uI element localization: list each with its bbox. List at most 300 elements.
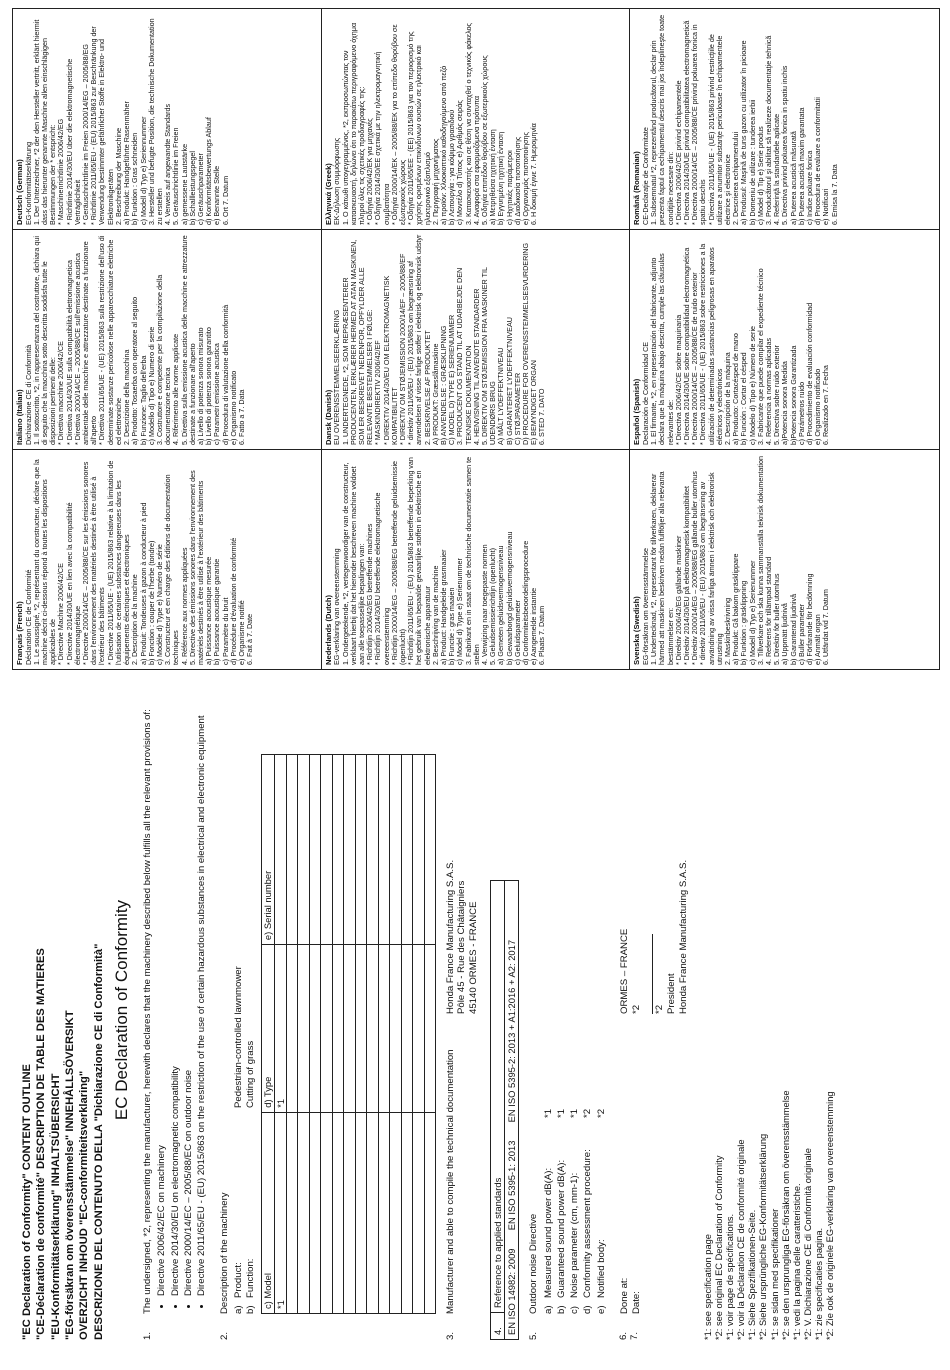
language-line: a) Produkt: Gå bakom gräsklippare [731, 553, 741, 665]
date-label: Date: [631, 1291, 643, 1314]
language-line: 3. Tillverkare och ska kunna sammanställa teknisk dokumentation [755, 456, 765, 665]
language-line: b) Funktion : Gras schneiden [130, 132, 140, 225]
row-label: Function: [245, 1258, 257, 1298]
row-key: b) [555, 1305, 567, 1314]
language-line: e) Organismo notificato [228, 370, 238, 445]
language-block [322, 9, 631, 229]
noise-row [543, 680, 554, 1314]
language-line: 2. Descripción de la máquina [723, 352, 733, 445]
language-line: a) Produit: Tondeuses à gazon à conducteur à pied [138, 502, 148, 665]
language-line: * Directiva 2011/65/UE - (UE) 2015/863 privind restricţiile de utilizare a anumitor substanţe periculoase în echipamentele electrice şi electronice [706, 34, 733, 225]
row-key: b) [245, 1305, 257, 1314]
language-line: A) PRODUKT: Græsslåmaskine [430, 343, 440, 445]
done-at-value: ORMES – FRANCE [619, 928, 631, 1014]
language-line: 2. Beschreibung der Maschine [113, 127, 123, 225]
language-line: c) Geräuschparameter [195, 153, 205, 225]
language-line: C) STØJPARAMETER [512, 372, 522, 445]
language-line: e) Organismo notificado [813, 368, 823, 445]
model-table [261, 754, 437, 1314]
language-line: 3. Costruttore e competente per la compilazione della documentazione tecnica [154, 274, 173, 445]
language-line: b) Εγγυημένη ηχητική ένταση [496, 131, 506, 225]
language-line: C) MODEL D) TYPE E) SERIENUMMER [447, 314, 457, 445]
language-line: 4. Verwijzing naar toegepaste normen [479, 544, 489, 665]
language-line: Déclaration CE de Conformité [23, 569, 33, 665]
language-line: c) Geluidsparameter [512, 599, 522, 665]
language-line: 6. Fatto a 7. Data [236, 389, 246, 445]
language-line: b) Schallleistungspegel [187, 151, 197, 225]
language-block [630, 449, 939, 669]
row-label: Product: [232, 1262, 244, 1298]
row-key: a) [232, 1305, 244, 1314]
function-row [245, 680, 256, 1314]
language-line: d) Procédure d'évaluation de conformité [228, 537, 238, 665]
language-line: * Directiva 2014/30/UE sobre compatibilidad electromagnética [682, 247, 691, 445]
language-line: 5. Geräuschrichtlinie im Freien [171, 127, 181, 225]
language-line: a) Livello di potenza sonora misurato [195, 327, 205, 445]
signature-placeholder: *2 [653, 1004, 665, 1014]
footnote: *1: vedi la pagina delle caratteristiche. [791, 1183, 802, 1340]
directive-item: • Directive 2000/14/EC – 2005/88/EC on outdoor noise [183, 680, 194, 1296]
language-line: 1. Subsemnatul *2, reprezentând producătorul, declar prin prezenta faptul ca echipamentul descris mai jos îndeplineşte toate condiţiile necesare din: [649, 14, 675, 225]
footnote: *2: Zie ook de originele EG-verklaring van overeenstemming [825, 1091, 836, 1340]
signature-line [644, 934, 653, 1014]
language-line: d) Konformitätsbewertungs Ablauf [204, 117, 214, 225]
language-line: 3. Fabricante que puede compilar el expediente técnico [755, 268, 765, 445]
header-line: "EG-försäkran om överensstämmelse" INNEHÅLLSÖVERSIKT [63, 1010, 76, 1340]
language-line: 2. Description de la machine [130, 574, 140, 665]
language-heading: Dansk (Danish) [323, 389, 333, 445]
language-line: 4. Αναφορά στα εφαρμοζόμενα πρότυπα [471, 96, 481, 225]
table-row [332, 755, 344, 1314]
english-declaration [20, 680, 935, 1340]
language-line: a) Produkt: Handgeführte Rasenmäher [122, 101, 132, 225]
language-line: * Directiva 2000/14/CE – 2005/88/CE de ruido exterior [690, 272, 700, 445]
table-row [355, 755, 367, 1314]
row-label: Guaranteed sound power dB(A): [555, 1159, 567, 1298]
language-line: 4. Verweis auf angewandte Standards [163, 103, 173, 225]
language-line: 4. HENVISNING TIL ANVENDTE STANDARDER [471, 288, 481, 445]
language-heading: Svenska (Swedish) [632, 596, 642, 665]
language-line: c) Modello d) Tipo e) Numero di serie [146, 326, 156, 445]
manufacturer-address [445, 860, 479, 1014]
standard-item: EN ISO 14982: 2009 [506, 1248, 518, 1335]
language-line: * Direttiva 2014/30/UE sulla compatibilità elettromagnetica [64, 260, 74, 445]
language-line: e) Notificari [821, 188, 831, 225]
language-heading: Deutsch (German) [15, 159, 24, 225]
header-line: "EC Declaration of Conformity" CONTENT OUTLINE [21, 1063, 33, 1340]
language-line: 5. Directive des émissions sonores dans l'environnement des matériels destinés à être utilisé à l'extérieur des bâtiments [187, 470, 205, 665]
language-line: 3. PRODUCENT OG STAND TIL AT UDARBEJDE DEN TEKNISKE DOKUMENTATION [455, 267, 473, 445]
section-4 [488, 680, 519, 1340]
language-line: b) Domeniu de utilizare : tunderea ierbii [747, 99, 757, 225]
address-line: 45140 ORMES - FRANCE [467, 901, 479, 1014]
language-heading: Español (Spanish) [632, 378, 642, 445]
language-line: 3. Κατασκευαστής και σε θέση να συνταχθεί ο τεχνικός φάκελος [463, 22, 473, 225]
language-line: b) Gewaarborgd geluidsvermogensniveau [504, 531, 514, 665]
language-line: c) Modell d) Typ e) Seriennummer [138, 116, 148, 225]
language-heading: Français (French) [15, 601, 24, 665]
language-line: c) Buller parameter [796, 603, 806, 665]
language-line: CE-Declaraţie de Conformitate [640, 127, 650, 225]
language-line: d) Διαδικασία πιστοποίησης [512, 136, 522, 225]
section-6-7 [618, 680, 691, 1340]
footnote: *1: see specification page [702, 1234, 713, 1340]
language-heading: Ελληνικά (Greek) [323, 163, 333, 225]
directive-item: • Directive 2014/30/EU on electromagnetic compatibility [170, 680, 181, 1296]
row-value: Cutting of grass [245, 1040, 257, 1108]
noise-row [596, 680, 607, 1314]
noise-row [556, 680, 567, 1314]
language-line: a) Puterea acustică măsurată [788, 131, 798, 225]
language-line: * Richtlijn 2000/14/EG – 2005/88/EG betreffende geluidsemissie (openlucht) [389, 460, 407, 665]
directive-item: • Directive 2006/42/EC on machinery [156, 680, 167, 1296]
section-number: 7. [629, 1331, 641, 1340]
language-line: D) PROCEDURE FOR OVERENSSTEMMELSESVURDERING [520, 242, 530, 445]
header-lines [20, 680, 106, 1340]
language-line: 2. Περιγραφή μηχανήματος [430, 138, 440, 225]
row-value: Pedestrian-controlled lawnmower [232, 966, 244, 1108]
language-line: 6. Plaats 7. Datum [537, 605, 547, 665]
language-line: 5. Direttiva sulla emissione acustica delle macchine e attrezzature destinate a funzionare all'aperto [179, 235, 197, 445]
section-number: 6. [618, 1331, 630, 1340]
language-line: a) Produsul: Maşină de tuns gazon cu utilizator în picioare [739, 40, 749, 225]
language-line: b) Fonction : couper de l'herbe (tondre) [146, 540, 156, 665]
language-line: 1. Le soussigné, *2, représentant du constructeur, déclare que la machine décrit ci-dessous répond à toutes les dispositions applicables de [31, 459, 58, 665]
language-line: * Directiva 2006/42/CE sobre maquinaria [673, 314, 683, 445]
row-value: *1 [542, 1108, 554, 1118]
address-line: Honda France Manufacturing S.A.S. [445, 859, 457, 1014]
language-line: e) Benannte Stelle [212, 165, 222, 225]
language-line: * DIREKTIV 2014/30/EU OM ELEKTROMAGNETISK KOMPATIBILITET [381, 275, 399, 445]
language-line: * Οδηγία 2011/65/ΕΕ - (ΕΕ) 2015/863 για τον περιορισμό της χρήσης ορισμένων επικίνδυνων ουσιών σε ηλεκτρικό και ηλεκτρονικό εξοπλισμό [406, 31, 432, 225]
section-2 [219, 680, 437, 1340]
language-line: b) Livello di potenza sonora garantito [204, 327, 214, 445]
language-line: 5. Directiva privind poluarea fonica in spatiu inchis [780, 65, 790, 225]
language-line: c) Model d) Tip e) Serie produs [755, 126, 765, 225]
section-1 [142, 680, 210, 1340]
row-key: d) [582, 1305, 594, 1314]
signatory-company: Honda France Manufacturing S.A.S. [678, 859, 690, 1014]
table-cell: *1 [274, 1112, 286, 1313]
language-line: a) Producto: Cortacésped de mano [731, 333, 741, 445]
language-line: b) Puissance acoustique garantie [212, 558, 222, 665]
language-line: * Geräuschrichtlinie im Freien 2000/14/EG – 2005/88/EG [81, 44, 91, 225]
language-line: 6. Realizado en 7. Fecha [821, 365, 831, 445]
language-line: 5. Οδηγία επιπέδου θορύβου σε εξωτερικούς χώρους [479, 55, 489, 225]
language-heading: Italiano (Italian) [15, 389, 24, 445]
language-heading: Română (Romanian) [632, 151, 642, 225]
language-line: * Directive 2014/30/UE en lien avec la compatibilité électromagnétique [64, 502, 82, 665]
row-key: a) [542, 1305, 554, 1314]
language-line: c) Ηχητικές παράμετροι [504, 150, 514, 225]
footnote: *1: Siehe Spezifikationen-Seite. [747, 1209, 758, 1340]
section-number: 1. [142, 1331, 154, 1340]
language-line: 1. Undertecknad, *2, representant för tillverkaren, deklarerar härmed att maskinen beskriven nedan fulfföljer alla relevanta bestämmelser en: [649, 471, 675, 665]
language-line: a) gemessene Lautstärke [179, 143, 189, 225]
language-line: * Directive 2000/14/CE – 2005/88/CE sur les émissions sonores dans l'environnement des matériels destinés à être utilisé à l'extérieur des bâtiments [81, 461, 107, 665]
language-line: 5. Geluidsemissierichtlijn (openlucht) [488, 547, 498, 665]
language-line: EG-Konformitätserklärung [23, 141, 33, 225]
section-5 [528, 680, 609, 1340]
language-line: b) Funzione: Taglio dell'erba [138, 355, 148, 445]
language-line: ΕΚ-Δήλωση συμμόρφωσης [332, 137, 342, 225]
footnotes [703, 680, 837, 1340]
row-key: c) [569, 1306, 581, 1314]
table-row [413, 755, 425, 1314]
table-row [424, 755, 436, 1314]
section-3 [445, 680, 479, 1340]
language-line: c) Μοντέλο d) Τύπος e) Αριθμός σειράς [455, 100, 465, 225]
language-line: 6. Η δοκιμή έγινε 7. Ημερομηνία [529, 123, 539, 225]
language-line: d) Förfarande för bedömning [805, 573, 815, 665]
noise-label: Outdoor noise Directive [528, 1213, 540, 1314]
language-line: c) Paramètre du bruit [220, 597, 230, 665]
row-key: e) [595, 1305, 607, 1314]
table-row [321, 755, 333, 1314]
language-block [630, 229, 939, 449]
language-line: 4. Referencia a normas aplicadas [764, 337, 774, 445]
table-row [390, 755, 402, 1314]
standards-label: Reference to applied standards [491, 881, 505, 1313]
language-line: c) Parámetros ruido [796, 381, 806, 445]
header-line: OVERZICHT INHOUD "EC-conformiteitsverklaring" [78, 1070, 91, 1340]
language-line: * Οδηγία 2014/30/ΕΕ σχετικά με την ηλεκτρομαγνητική συμβατότητα [373, 51, 391, 225]
table-row [274, 755, 286, 1314]
footnote: *2: see original EC Declaration of Conformity [713, 1155, 724, 1340]
section-number: 4. [491, 1313, 505, 1340]
language-line: 1. Il sottoscritto, *2, in rappresentanza del costruttore, dichiara qui di seguito che la macchina sotto descritta soddisfa tutte le disposizioni pertinenti delle: [31, 236, 58, 445]
language-line: 2. Descrierea echipamentului [731, 131, 741, 225]
language-line: b) Funktion : gräsklippning [739, 580, 749, 665]
table-row [344, 755, 356, 1314]
language-line: b) Garanterad ljudnivå [788, 593, 798, 665]
language-line: d) Conformiteitsbeoordelingsprocedure [520, 540, 530, 665]
header-line: DESCRIZIONE DEL CONTENUTO DELLA "Dichiarazione CE di Conformità" [92, 943, 105, 1340]
table-cell [274, 755, 286, 945]
language-line: * direktiv 2011/65/EU - (EU) 2015/863 om begränsning av användning av vissa farliga ämnen i elektrisk och elektronisk utrustning [698, 472, 724, 665]
language-line: a)Potencia sonora Medida [780, 361, 790, 445]
row-value: *2 [582, 1108, 594, 1118]
language-line: 1. Ondergetekende, *2, vertegenwoordiger van de constructeur, verklaart hierbij dat het hieronder beschreven machine voldoet aan alle toepasselijke bepalingen van: [340, 462, 366, 665]
language-line: b) Puterea acustică maxim garantata [796, 107, 806, 225]
noise-row [582, 680, 593, 1314]
language-line: 1. Der Unterzeichner, *2 der den Hersteller vertritt, erklärt hiermit dass das hierunter genannte Maschine allen einschlägigen Bestimmungen der * entspricht: [31, 19, 58, 225]
table-row [286, 755, 298, 1314]
language-line: 5. DIREKTIV OM STØJEMISSION FRA MASKINER TIL UDENDØRS BRUG [479, 267, 498, 445]
language-line: 4. Referinţă la standardele aplicate [772, 113, 782, 225]
language-line: c) Model d) Type e) Serienummer [455, 558, 465, 665]
language-line: 6. STED 7. DATO [537, 388, 547, 445]
directive-item: • Directive 2011/65/EU - (EU) 2015/863 on the restriction of the use of certain hazardous substances in electrical and electronic equipment [196, 680, 207, 1296]
footnote: *2: Siehe ursprüngliche EG-Konformitätserklärung [758, 1133, 769, 1340]
directive-list [156, 680, 207, 1314]
language-line: b) Functie : gras maaien [447, 587, 457, 665]
language-line: * direktiv 2011/65/EU - (EU) 2015/863 om begrænsning af anvendelsen af visse farlige stoffer i elektrisk og elektronisk udstyr [406, 234, 424, 445]
language-line: a) Prodotto: Tosaerba con operatore al seguito [130, 296, 140, 445]
address-line: Pôle 45 - Rue des Châtaigniers [456, 880, 468, 1014]
language-line: a) προϊόν: Χλοοκοπτικό καθοδηγούμενο από πεζό [438, 65, 448, 225]
language-line: c) Indice poluare fonica [805, 150, 815, 225]
language-line: * Richtlinie 2014/30/EU über die elektromagnetische Verträglichkeit [64, 58, 82, 225]
language-line: E) BEMYNDIGET ORGAN [529, 360, 539, 445]
table-header: d) Type [261, 945, 274, 1113]
manufacturer-label: Manufacturer and able to compile the technical documentation [445, 1049, 457, 1314]
language-block [322, 449, 631, 669]
language-line: a) Μετρηθείσα ηχητική ένταση [488, 129, 498, 225]
language-heading: Nederlands (Dutch) [323, 594, 333, 665]
language-line: d) Procedimiento de evaluación conformidad [805, 302, 815, 445]
language-line: EU OVERENSSTEMMELSEERKLÆRING [332, 309, 342, 445]
language-line: a) Puissance acoustique mesurée [204, 556, 214, 665]
footnote: *1: voir page de spécifications. [724, 1213, 735, 1340]
language-line: * Directive Machine 2006/42/CE [56, 563, 66, 665]
table-header: c) Model [261, 1112, 274, 1313]
table-row [401, 755, 413, 1314]
page-title: EC Declaration of Conformity [111, 899, 131, 1121]
table-row [378, 755, 390, 1314]
footnote: *1: zie specificaties pagina. [814, 1227, 825, 1340]
language-line: * Directiva 2006/42/CE privind echipamentele [673, 80, 683, 225]
language-line: d) Procedura de evaluare a conformitatii [813, 97, 823, 225]
language-block [13, 9, 322, 229]
translations-grid [12, 8, 940, 670]
date-value: *2 [631, 1004, 643, 1014]
table-row [309, 755, 321, 1314]
header-line: "EU-Konformitätserklärung" INHALTSÜBERSICHT [49, 1073, 62, 1340]
language-line: * Direttiva 2000/14/CE – 2005/88/CE sull'emissione acustica ambientale delle macchine e attrezzature destinate a funzionare all'aperto [72, 241, 99, 445]
language-line: B) ANVENDELSE : GRÆSKLIPNING [438, 325, 448, 445]
language-line: 1. El firmante, *2, en representación del fabricante, adjunto declara que la máquina abajo descrita, cumple las cláusulas relevantes de: [649, 253, 675, 445]
language-line: * Direktiv 2006/42/EG gällande maskiner [673, 535, 683, 665]
row-value: *1 [569, 1108, 581, 1118]
language-line: * Richtlijn 2014/30/EU betreffende elektromagnetische overeenstemming [373, 492, 391, 665]
standard-item: EN ISO 5395-2: 2013 + A1:2016 + A2: 2017 [506, 939, 518, 1123]
language-line: 1. Ο κάτωθι υπογεγραμμένος, *2, εκπροσωπώντας τον κατασκευαστή, δηλώνει ότι το παρακάτω περιγραφόμενο όχημα πληροί όλες τις σχετικές προδιαγραφές της: [340, 22, 366, 225]
table-cell: *1 [274, 945, 286, 1113]
language-block [13, 449, 322, 669]
language-line: 4. Référence aux normes appliquées [179, 547, 189, 665]
standards-table [490, 880, 519, 1340]
language-line: d) Procedura di valutazione della conformità [220, 304, 230, 445]
language-line: EG-verklaring van overeenstemming [332, 548, 342, 665]
language-line: * Richtlijn 2011/65/EU - (EU) 2015/863 betreffende beperking van het gebruik van bepaalde gevaarlijke stoffen in elektrische en elektronische apparatuur [406, 457, 432, 665]
language-line: e) Οργανισμός πιστοποίησης [520, 131, 530, 225]
language-line: b) Λειτουργία : για κόψιμο γρασιδιού [447, 109, 457, 225]
language-line: b)Potencia sonora Garantizada [788, 345, 798, 445]
section-number: 5. [528, 1331, 540, 1340]
footnote: *2: voir la Déclaration CE de conformité originale [736, 1139, 747, 1340]
language-line: c) Parametri emissione acustica [212, 343, 222, 445]
language-line: e) Anmält organ [813, 614, 823, 665]
language-line: * Direttiva macchine 2006/42/CE [56, 341, 66, 445]
language-line: * Directiva 2000/14/CE – 2005/88/CE privind poluarea fonica in spatiu deschis [690, 24, 708, 225]
language-line: c) Modèle d) Type e) Numéro de série [154, 544, 164, 665]
language-line: 2. Beschrijving van de machine [430, 565, 440, 665]
language-line: Declaración de Conformidad CE [640, 341, 650, 445]
language-line: a) Product: Handgeleide grasmaaier [438, 549, 448, 665]
noise-row [569, 680, 580, 1314]
language-line: * MASKINDIREKTIV 2006/42/EF [373, 340, 383, 445]
language-line: e) Organisme notifié [236, 600, 246, 665]
language-line: 2. Descrizione della macchina [122, 349, 132, 445]
language-line: 1. UNDERTEGNEDE, *2, SOM REPRÆSENTERER PRODUCENTEN, ERKLÆRER HERMED AT ATAN MASKINEN, SOM ER BESKREVET NEDENFOR, OPFYLDER ALLE RELEVANTE BESTEMMELSER I FØLGE: [340, 239, 375, 445]
language-block [13, 229, 322, 449]
language-line: 6. Emisa la 7. Data [829, 164, 839, 225]
language-line: b) Función : Cortar el césped [739, 352, 749, 445]
language-line: * Richtlinie 2011/65/EU - (EU) 2015/863 zur Beschränkung der Verwendung bestimmter gefährlicher Stoffe in Elektro- und Elektronikgeräten [89, 26, 115, 225]
language-line: * Maschinenrichtlinie 2006/42/EG [56, 118, 66, 225]
language-line: * Richtlijn 2006/42/EG betreffende machines [365, 523, 375, 665]
footnote: *2: se den ursprungliga EG-försäkran om överensstämmelse [780, 1090, 791, 1340]
standard-item: EN ISO 5395-1: 2013 [506, 1140, 518, 1231]
row-label: Notified body: [595, 1239, 607, 1298]
language-block [630, 9, 939, 229]
language-line: * DIREKTIV OM STØJEMISSION 2000/14/EF – 2005/88/EF [397, 253, 407, 445]
section-number: 2. [218, 1331, 230, 1340]
language-line: 3. Constructeur et en charge des éditions de documentation techniques [163, 474, 181, 665]
language-block [322, 229, 631, 449]
language-line: a) Uppmätt ljudnivå [780, 603, 790, 665]
language-line: 4. Referens för tillämpad standard [764, 556, 774, 665]
section-1-text: The undersigned, *2, representing the manufacturer, herewith declares that the machinery described below fulfills all the relevant provisions of: [142, 709, 154, 1314]
language-line: A) MÅLT LYDEFFEKTNIVEAU [496, 347, 506, 445]
language-line: c) Modell d) Typ e) Serienummer [747, 560, 757, 665]
product-row [233, 680, 244, 1314]
language-line: 3. Producătorul şi abilitat să realizeze documentaţie tehnică [764, 35, 774, 225]
header-line: "CE-Déclaration de conformité" DESCRIPTION DE TABLE DES MATIERES [35, 948, 48, 1340]
row-label: Conformity assessment procedure: [582, 1149, 594, 1298]
footnote: *1: se sidan med specifikationer [769, 1208, 780, 1340]
footnote: *2: V. Dichiarazione CE di Conformità originale [803, 1148, 814, 1340]
language-line: c) Modelo d) Tipo e) Número de serie [747, 325, 757, 445]
language-line: 3. Fabrikant en in staat om de technische documentatie samen te stellen [463, 456, 481, 665]
table-row [298, 755, 310, 1314]
language-line: * Directive 2011/65/UE - (UE) 2015/863 relative à la limitation de l'utilisation de certaines substances dangereuses dans les équipements électriques et électroniques [105, 460, 132, 665]
language-line: * Direttiva 2011/65/UE - (UE) 2015/863 sulla restrizione dell'uso di determinate sostanze pericolose nelle apparecchiature elettriche ed elettroniche [97, 235, 123, 445]
signatory-title: President [666, 973, 678, 1014]
section-2-text: Description of the machinery [218, 1192, 230, 1314]
table-row [367, 755, 379, 1314]
language-line: * Οδηγία 2000/14/ΕΚ – 2005/88/ΕΚ για το επίπεδο θορύβου σε εξωτερικούς χώρους [389, 24, 407, 225]
language-line: 4. Riferimento alle norme applicate [171, 333, 181, 445]
done-at-label: Done at: [619, 1277, 631, 1314]
table-header: e) Serial number [261, 755, 274, 945]
section-number: 3. [445, 1331, 457, 1340]
language-line: * Direktiv 2000/14/EG – 2005/88/EG gällande buller utomhus [690, 471, 700, 665]
language-line: 2. Maskinbeskrivning [723, 597, 733, 665]
language-line: * Directiva 2011/65/UE - (UE) 2015/863 sobre restricciones a la utilización de determinadas sustancias peligrosas en aparatos eléctricos y electrónicos [698, 243, 724, 445]
row-label: Noise parameter (cm, mm-1): [569, 1172, 581, 1298]
language-line: 5. Direktiv för buller utomhus [772, 573, 782, 665]
language-line: * Directiva 2014/30/UE privind compatibilitatea electromagnetică [682, 20, 691, 225]
language-line: EG-försäkran om överensstämmelse [640, 547, 650, 665]
language-line: * Direktiv 2014/30/EU på elektromagnetisk kompatibilitet [682, 486, 691, 665]
row-value: *2 [595, 1108, 607, 1118]
language-line: 6. Ort 7. Datum [220, 175, 230, 225]
language-line: a) Gemeten geluidsvermogensniveau [496, 545, 506, 665]
language-line: 6. Utfärdat vid 7. Datum [821, 589, 831, 665]
language-line: B) GARANTERET LYDEFFEKTNIVEAU [504, 317, 514, 445]
language-line: * Οδηγία 2006/42/ΕΚ για μηχανές [365, 118, 375, 225]
language-line: 5. Directiva sobre ruido exterior [772, 345, 782, 445]
language-line: 6. Fait à 7. Date [245, 613, 255, 665]
language-line: 3. Hersteller und befugte Position, die technische Dokumentation zu erstellen [146, 18, 164, 225]
language-line: 2. BESKRIVELSE AF PRODUKTET [422, 330, 432, 445]
row-value: *1 [555, 1108, 567, 1118]
language-line: e) Aangemelde instantie [529, 587, 539, 665]
language-line: Dichiarazione CE di Conformità [23, 344, 33, 445]
row-label: Measured sound power dB(A): [542, 1167, 554, 1298]
